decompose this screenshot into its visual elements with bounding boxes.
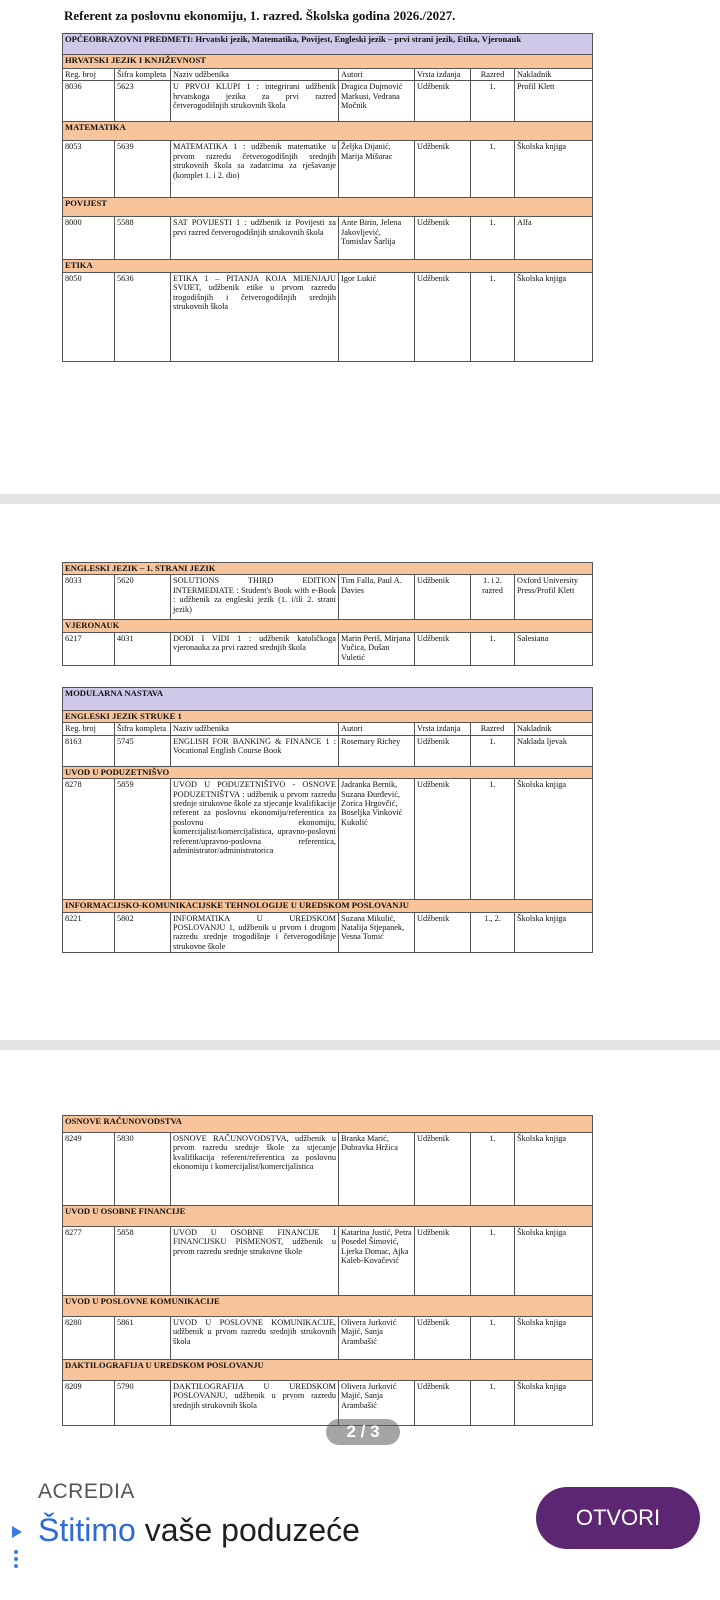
subjects-banner-label: OPĆEOBRAZOVNI PREDMETI: Hrvatski jezik, Matematika, Povijest, Engleski jezik – prvi strani jezik, Etika, Vjeronauk	[63, 34, 593, 55]
cell-reg: 8033	[63, 575, 115, 620]
table-row	[63, 1381, 593, 1426]
cell-naziv: INFORMATIKA U UREDSKOM POSLOVANJU 1, udžbenik u prvom i drugom razredu srednje trogodišnje i četverogodišnje strukovne škole	[171, 912, 339, 953]
cell-autori: Tim Falla, Paul A. Davies	[339, 575, 415, 620]
section-heading-label: UVOD U POSLOVNE KOMUNIKACIJE	[63, 1296, 593, 1317]
section-heading	[63, 766, 593, 778]
cell-naziv: ENGLISH FOR BANKING & FINANCE 1 : Vocational English Course Book	[171, 735, 339, 766]
section-heading-label: UVOD U PODUZETNIŠVO	[63, 766, 593, 778]
cell-reg: 8209	[63, 1381, 115, 1426]
cell-reg: 6217	[63, 632, 115, 665]
cell-razred: 1.	[471, 217, 515, 260]
ad-open-button[interactable]: OTVORI	[536, 1487, 700, 1549]
section-heading-label: OSNOVE RAČUNOVODSTVA	[63, 1116, 593, 1133]
cell-naziv: MATEMATIKA 1 : udžbenik matematike u prvom razredu četverogodišnjih srednjih strukovnih škola sa zadatcima za rješavanje (komplet 1. i 2. dio)	[171, 141, 339, 198]
cell-razred: 1. i 2. razred	[471, 575, 515, 620]
textbook-table-page-1	[62, 33, 593, 362]
cell-reg: 8277	[63, 1227, 115, 1296]
cell-autori: Olivera Jurković Majić, Sanja Arambašić	[339, 1317, 415, 1360]
cell-reg: 8036	[63, 81, 115, 122]
cell-razred: 1.	[471, 141, 515, 198]
table-row	[63, 1317, 593, 1360]
cell-razred: 1.	[471, 735, 515, 766]
section-heading	[63, 1206, 593, 1227]
cell-vrsta: Udžbenik	[415, 217, 471, 260]
table-row	[63, 912, 593, 953]
cell-nakladnik: Oxford University Press/Profil Klett	[515, 575, 593, 620]
cell-razred: 1.	[471, 81, 515, 122]
cell-razred: 1.	[471, 1317, 515, 1360]
table-header-row	[63, 723, 593, 735]
cell-nakladnik: Profil Klett	[515, 81, 593, 122]
section-heading	[63, 620, 593, 632]
cell-reg: 8163	[63, 735, 115, 766]
cell-reg: 8053	[63, 141, 115, 198]
column-header: Vrsta izdanja	[415, 69, 471, 81]
cell-autori: Katarina Justić, Petra Posedel Šimović, Ljerka Domac, Ajka Kaleb-Kovačević	[339, 1227, 415, 1296]
cell-sifra: 5859	[115, 779, 171, 900]
section-heading	[63, 122, 593, 141]
ad-more-icon[interactable]	[14, 1550, 18, 1571]
cell-naziv: UVOD U PODUZETNIŠTVO - OSNOVE PODUZETNIŠTVA : udžbenik u prvom razredu srednje strukovne škole za stjecanje kvalifikacije referent za poslovnu ekonomiju/referentica za poslovnu ekonomiju, komercijalist/komercijalistica, upravno-poslovni referent/upravno-poslovna referentica, administrator/administratorica	[171, 779, 339, 900]
section-heading	[63, 563, 593, 575]
section-heading	[63, 711, 593, 723]
column-header: Nakladnik	[515, 69, 593, 81]
cell-sifra: 5639	[115, 141, 171, 198]
cell-razred: 1., 2.	[471, 912, 515, 953]
table-row	[63, 632, 593, 665]
cell-vrsta: Udžbenik	[415, 1317, 471, 1360]
column-header: Šifra kompleta	[115, 723, 171, 735]
document-page-2	[0, 504, 720, 1034]
cell-sifra: 4031	[115, 632, 171, 665]
table-row	[63, 735, 593, 766]
cell-autori: Igor Lukić	[339, 272, 415, 361]
cell-naziv: UVOD U POSLOVNE KOMUNIKACIJE, udžbenik u prvom razredu srednjih strukovnih škola	[171, 1317, 339, 1360]
section-heading	[63, 900, 593, 912]
cell-naziv: DAKTILOGRAFIJA U UREDSKOM POSLOVANJU, udžbenik u prvom razredu srednjih strukovnih škola	[171, 1381, 339, 1426]
section-heading-label: VJERONAUK	[63, 620, 593, 632]
cell-reg: 8278	[63, 779, 115, 900]
cell-nakladnik: Alfa	[515, 217, 593, 260]
section-heading-label: DAKTILOGRAFIJA U UREDSKOM POSLOVANJU	[63, 1360, 593, 1381]
cell-vrsta: Udžbenik	[415, 141, 471, 198]
cell-nakladnik: Naklada ljevak	[515, 735, 593, 766]
cell-sifra: 5802	[115, 912, 171, 953]
cell-razred: 1.	[471, 1133, 515, 1206]
section-heading-label: ETIKA	[63, 260, 593, 272]
column-header: Šifra kompleta	[115, 69, 171, 81]
cell-nakladnik: Školska knjiga	[515, 272, 593, 361]
section-heading	[63, 55, 593, 69]
cell-sifra: 5858	[115, 1227, 171, 1296]
column-header: Naziv udžbenika	[171, 723, 339, 735]
table-header-row	[63, 69, 593, 81]
ad-headline-rest: vaše poduzeće	[135, 1512, 360, 1548]
page-separator	[0, 1040, 720, 1050]
column-header: Razred	[471, 723, 515, 735]
section-heading-label: ENGLESKI JEZIK – 1. STRANI JEZIK	[63, 563, 593, 575]
table-row	[63, 1133, 593, 1206]
cell-naziv: ETIKA 1 – PITANJA KOJA MIJENJAJU SVIJET, udžbenik etike u prvom razredu trogodišnjih i četverogodišnjih srednjih strukovnih škola	[171, 272, 339, 361]
column-header: Nakladnik	[515, 723, 593, 735]
cell-naziv: OSNOVE RAČUNOVODSTVA, udžbenik u prvom razredu srednje škole za stjecanje kvalifikacija referent/referentica za poslovnu ekonomiju i komercijalist/komercijalistica	[171, 1133, 339, 1206]
subjects-banner	[63, 34, 593, 55]
cell-vrsta: Udžbenik	[415, 1133, 471, 1206]
modular-banner	[63, 688, 593, 711]
section-heading-label: HRVATSKI JEZIK I KNJIŽEVNOST	[63, 55, 593, 69]
document-page-1	[0, 0, 720, 488]
ad-play-icon[interactable]	[12, 1526, 22, 1538]
cell-vrsta: Udžbenik	[415, 779, 471, 900]
cell-autori: Dragica Dujmović Markusi, Vedrana Močnik	[339, 81, 415, 122]
table-row	[63, 1227, 593, 1296]
section-heading	[63, 1116, 593, 1133]
page-indicator: 2 / 3	[326, 1419, 400, 1445]
cell-razred: 1.	[471, 272, 515, 361]
cell-sifra: 5861	[115, 1317, 171, 1360]
table-row	[63, 81, 593, 122]
cell-reg: 8221	[63, 912, 115, 953]
section-heading	[63, 1360, 593, 1381]
cell-naziv: DOĐI I VIDI 1 : udžbenik katoličkoga vjeronauka za prvi razred srednjih škola	[171, 632, 339, 665]
column-header: Reg. broj	[63, 69, 115, 81]
cell-nakladnik: Školska knjiga	[515, 1227, 593, 1296]
textbook-table-page-2-modular	[62, 687, 593, 953]
cell-nakladnik: Školska knjiga	[515, 1381, 593, 1426]
cell-reg: 8249	[63, 1133, 115, 1206]
cell-reg: 8050	[63, 272, 115, 361]
cell-nakladnik: Školska knjiga	[515, 1133, 593, 1206]
column-header: Reg. broj	[63, 723, 115, 735]
cell-vrsta: Udžbenik	[415, 81, 471, 122]
cell-sifra: 5745	[115, 735, 171, 766]
cell-autori: Željka Dijanić, Marija Mišurac	[339, 141, 415, 198]
cell-sifra: 5636	[115, 272, 171, 361]
cell-autori: Olivera Jurković Majić, Sanja Arambašić	[339, 1381, 415, 1426]
table-row	[63, 575, 593, 620]
cell-vrsta: Udžbenik	[415, 1381, 471, 1426]
textbook-table-page-3	[62, 1115, 593, 1426]
cell-vrsta: Udžbenik	[415, 272, 471, 361]
cell-nakladnik: Školska knjiga	[515, 912, 593, 953]
cell-sifra: 5623	[115, 81, 171, 122]
section-heading-label: MATEMATIKA	[63, 122, 593, 141]
cell-naziv: U PRVOJ KLUPI 1 : integrirani udžbenik hrvatskoga jezika za prvi razred četverogodišnjih strukovnih škola	[171, 81, 339, 122]
cell-nakladnik: Školska knjiga	[515, 1317, 593, 1360]
cell-sifra: 5620	[115, 575, 171, 620]
table-row	[63, 272, 593, 361]
cell-autori: Rosemary Richey	[339, 735, 415, 766]
column-header: Vrsta izdanja	[415, 723, 471, 735]
cell-autori: Jadranka Bernik, Suzana Đurđević, Zorica Hrgovčić, Boseljka Vinković Kukolić	[339, 779, 415, 900]
column-header: Autori	[339, 69, 415, 81]
table-row	[63, 141, 593, 198]
cell-razred: 1.	[471, 1381, 515, 1426]
cell-sifra: 5830	[115, 1133, 171, 1206]
cell-sifra: 5790	[115, 1381, 171, 1426]
document-title: Referent za poslovnu ekonomiju, 1. razred. Školska godina 2026./2027.	[64, 8, 456, 23]
cell-autori: Marin Periš, Mirjana Vučica, Dušan Vuletić	[339, 632, 415, 665]
cell-vrsta: Udžbenik	[415, 1227, 471, 1296]
cell-vrsta: Udžbenik	[415, 632, 471, 665]
page-separator	[0, 494, 720, 504]
cell-reg: 8000	[63, 217, 115, 260]
cell-nakladnik: Školska knjiga	[515, 779, 593, 900]
section-heading-label: UVOD U OSOBNE FINANCIJE	[63, 1206, 593, 1227]
textbook-table-page-2-general	[62, 562, 593, 666]
cell-reg: 8280	[63, 1317, 115, 1360]
section-heading	[63, 260, 593, 272]
ad-brand: ACREDIA	[38, 1480, 135, 1503]
cell-naziv: UVOD U OSOBNE FINANCIJE I FINANCIJSKU PISMENOST, udžbenik u prvom razredu srednje strukovne škole	[171, 1227, 339, 1296]
section-heading-label: INFORMACIJSKO-KOMUNIKACIJSKE TEHNOLOGIJE U UREDSKOM POSLOVANJU	[63, 900, 593, 912]
section-heading	[63, 1296, 593, 1317]
modular-banner-label: MODULARNA NASTAVA	[63, 688, 593, 711]
ad-headline	[38, 1512, 360, 1549]
section-heading-label: ENGLESKI JEZIK STRUKE 1	[63, 711, 593, 723]
column-header: Razred	[471, 69, 515, 81]
cell-naziv: SOLUTIONS THIRD EDITION INTERMEDIATE : Student's Book with e-Book : udžbenik za engleski jezik (1. i/ili 2. strani jezik)	[171, 575, 339, 620]
document-page-3	[0, 1050, 720, 1460]
cell-nakladnik: Salesiana	[515, 632, 593, 665]
table-row	[63, 779, 593, 900]
cell-vrsta: Udžbenik	[415, 735, 471, 766]
cell-autori: Ante Birin, Jelena Jakovljević, Tomislav Šarlija	[339, 217, 415, 260]
cell-autori: Branka Marić, Dubravka Hržica	[339, 1133, 415, 1206]
cell-autori: Suzana Mikulić, Natalija Stjepanek, Vesna Tomić	[339, 912, 415, 953]
cell-vrsta: Udžbenik	[415, 912, 471, 953]
section-heading	[63, 198, 593, 217]
column-header: Autori	[339, 723, 415, 735]
section-heading-label: POVIJEST	[63, 198, 593, 217]
column-header: Naziv udžbenika	[171, 69, 339, 81]
cell-naziv: SAT POVIJESTI 1 : udžbenik iz Povijesti za prvi razred četverogodišnjih strukovnih škola	[171, 217, 339, 260]
cell-razred: 1.	[471, 1227, 515, 1296]
table-row	[63, 217, 593, 260]
cell-razred: 1.	[471, 632, 515, 665]
cell-nakladnik: Školska knjiga	[515, 141, 593, 198]
ad-banner[interactable]	[0, 1460, 720, 1600]
cell-vrsta: Udžbenik	[415, 575, 471, 620]
cell-razred: 1.	[471, 779, 515, 900]
ad-headline-accent: Štitimo	[38, 1512, 136, 1548]
cell-sifra: 5588	[115, 217, 171, 260]
